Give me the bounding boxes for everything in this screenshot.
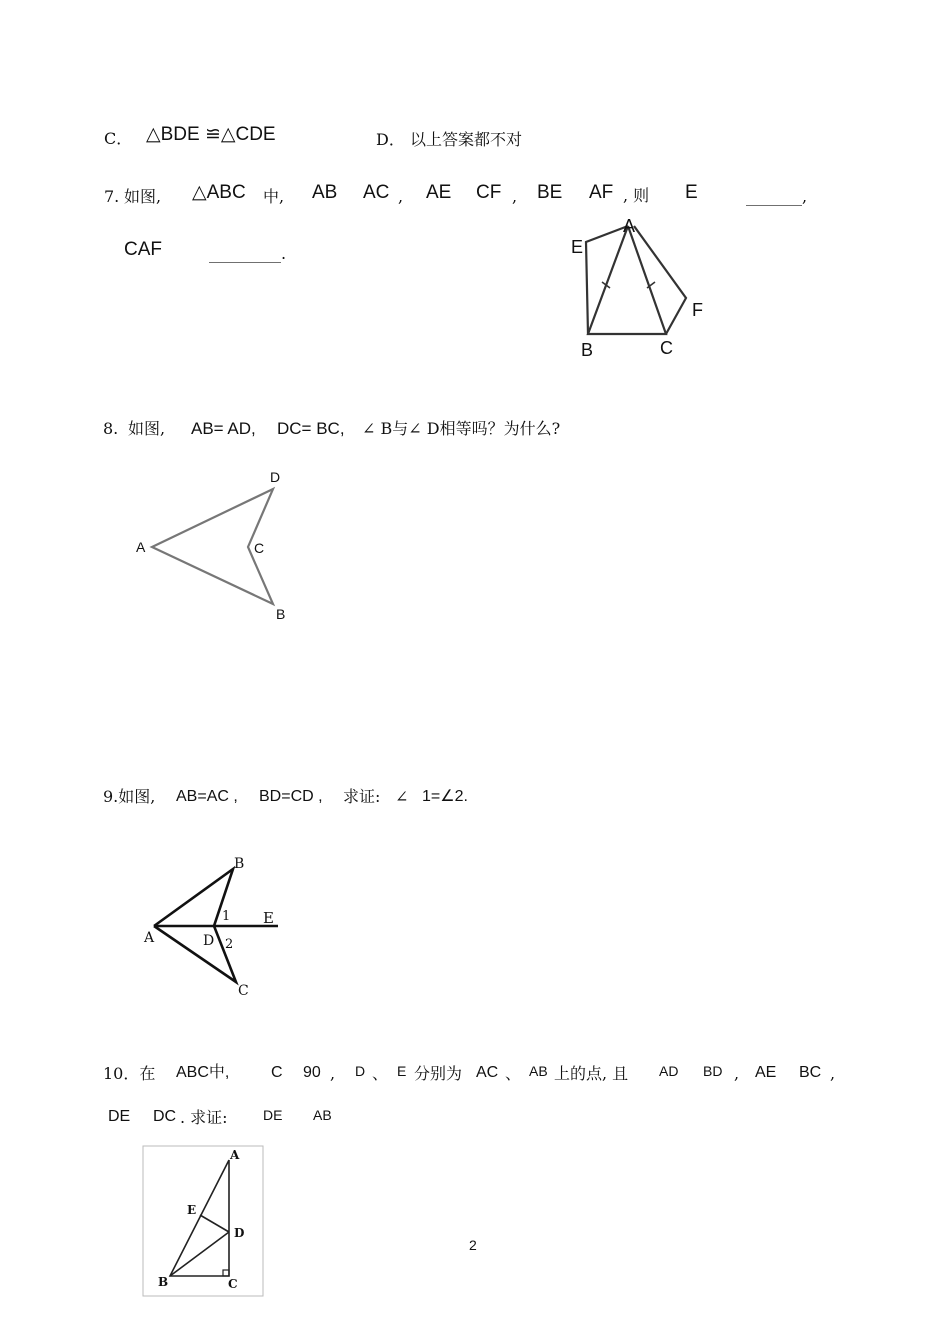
- q7-af: AF: [589, 182, 614, 203]
- q10-fig-label-c: C: [228, 1277, 238, 1291]
- q8-fig-label-b: B: [276, 606, 286, 622]
- q10-ae: AE: [755, 1064, 777, 1081]
- q6-option-d-letter: D．: [376, 130, 405, 149]
- q8-dc-bc: DC= BC,: [277, 419, 345, 438]
- q10-dc: DC: [153, 1108, 177, 1125]
- q9-fig-label-e: E: [263, 909, 274, 927]
- q9-fig-label-d: D: [203, 933, 215, 949]
- q7-fig-label-b: B: [581, 340, 594, 360]
- q10-bd: BD: [703, 1063, 723, 1079]
- q9-fig-label-2: 2: [225, 937, 234, 952]
- q9-equality: 1=∠2.: [422, 788, 468, 805]
- q7-caf: CAF: [124, 239, 162, 260]
- q10-e: E: [397, 1063, 407, 1079]
- q7-fig-label-a: A: [623, 216, 636, 236]
- q10-dun2: 、: [505, 1064, 522, 1083]
- q7-triangle: △ABC: [192, 182, 246, 203]
- q8-number: 8.: [103, 419, 119, 438]
- q10-ac: AC: [476, 1064, 499, 1081]
- q10-abc: ABC中,: [176, 1064, 230, 1081]
- q7-be: BE: [537, 182, 563, 203]
- q7-comma1: ,: [398, 187, 404, 206]
- q10-fig-label-a: A: [230, 1148, 240, 1162]
- q6-option-c-text: △BDE ≌△CDE: [146, 124, 276, 145]
- q7-fig-label-f: F: [692, 300, 703, 320]
- q10-d: D: [355, 1063, 366, 1079]
- q7-ae: AE: [426, 182, 452, 203]
- q7-fig-label-e: E: [571, 237, 584, 257]
- q10-comma: ,: [330, 1064, 336, 1083]
- q9-fig-label-b: B: [234, 856, 245, 872]
- q6-option-d-text: 以上答案都不对: [410, 130, 523, 149]
- q7-intro: 如图,: [124, 187, 162, 206]
- q7-ac: AC: [363, 182, 390, 203]
- q9-ab-ac: AB=AC ,: [176, 788, 238, 805]
- q10-fig-label-b: B: [158, 1275, 169, 1289]
- q10-comma2: ,: [734, 1064, 740, 1083]
- q10-bc: BC: [799, 1064, 822, 1081]
- q10-ad: AD: [659, 1063, 679, 1079]
- q7-ab: AB: [312, 182, 338, 203]
- q10-ab2: AB: [313, 1107, 332, 1123]
- q9-fig-label-c: C: [238, 983, 249, 999]
- q7-ze: , 则: [623, 186, 650, 205]
- q9-number-intro: 9.如图,: [103, 787, 156, 806]
- q9-bd-cd: BD=CD ,: [259, 788, 323, 805]
- q8-fig-label-a: A: [136, 539, 146, 555]
- q6-option-c-letter: C．: [104, 129, 133, 148]
- q8-intro: 如图,: [128, 419, 166, 438]
- q10-fig-label-e: E: [187, 1203, 197, 1217]
- q10-prove: . 求证:: [180, 1108, 228, 1127]
- q10-c: C: [271, 1064, 283, 1081]
- q9-angle-symbol: ∠: [395, 787, 409, 806]
- q8-ab-ad: AB= AD,: [191, 419, 256, 438]
- q10-comma3: ,: [830, 1064, 836, 1083]
- q10-ab: AB: [529, 1063, 548, 1079]
- q10-fenbie: 分别为: [414, 1064, 463, 1083]
- q10-c-value: 90: [303, 1064, 321, 1081]
- q10-de2: DE: [263, 1107, 283, 1123]
- q10-number: 10．在: [103, 1064, 156, 1083]
- q9-prove: 求证:: [343, 787, 381, 806]
- q9-fig-label-1: 1: [222, 909, 231, 924]
- q7-e: E: [685, 182, 698, 203]
- q8-fig-label-d: D: [270, 469, 281, 485]
- q8-fig-label-c: C: [254, 540, 265, 556]
- q10-de: DE: [108, 1108, 131, 1125]
- q7-comma2: ,: [512, 187, 518, 206]
- q7-blank2: _________.: [209, 244, 287, 263]
- q7-blank1: _______,: [746, 187, 808, 206]
- q7-cf: CF: [476, 182, 502, 203]
- q7-zhong: 中,: [263, 187, 285, 206]
- q10-dun: 、: [372, 1064, 389, 1083]
- q7-fig-label-c: C: [660, 338, 673, 358]
- q8-question: ∠ B与∠ D相等吗？为什么?: [362, 419, 561, 438]
- q10-fig-label-d: D: [234, 1226, 245, 1240]
- page-number: 2: [469, 1237, 477, 1253]
- q9-fig-label-a: A: [144, 930, 155, 946]
- q10-shangdian: 上的点, 且: [554, 1064, 629, 1083]
- q7-number: 7.: [104, 187, 120, 206]
